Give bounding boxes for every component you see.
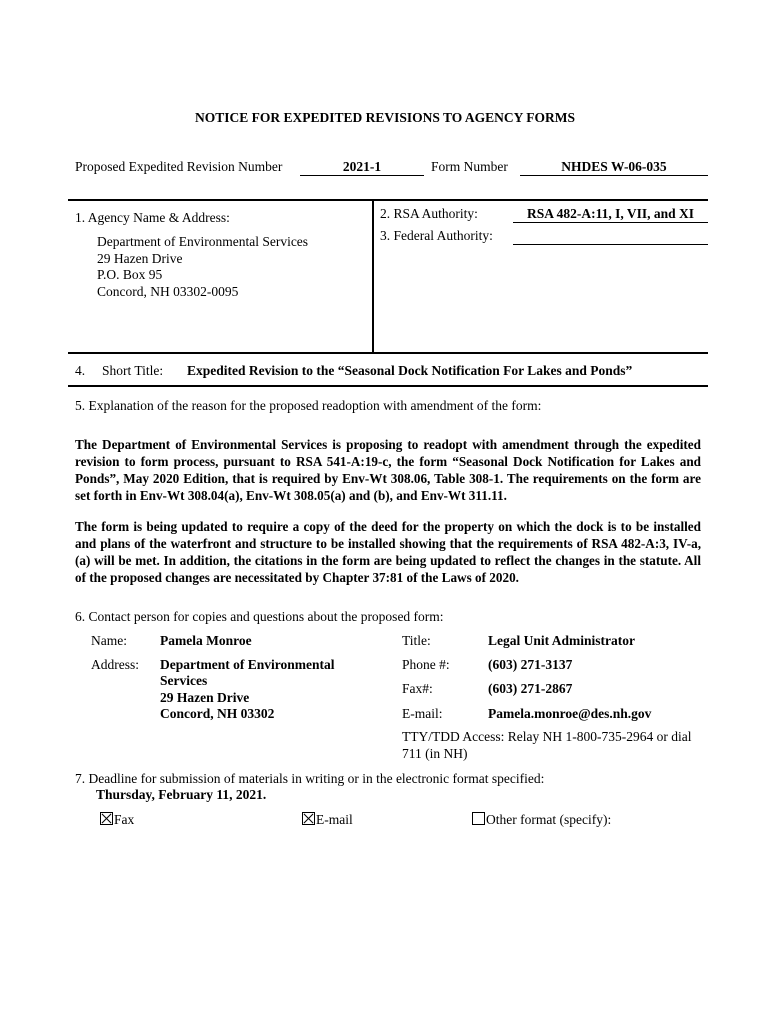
checkbox-checked-icon[interactable] — [302, 812, 315, 825]
deadline-date: Thursday, February 11, 2021. — [96, 787, 267, 802]
option-email[interactable] — [302, 812, 353, 828]
explanation-label: 5. Explanation of the reason for the proposed readoption with amendment of the form: — [75, 398, 542, 413]
checkbox-unchecked-icon[interactable] — [472, 812, 485, 825]
option-other[interactable] — [472, 812, 611, 828]
contact-address-line: Services — [160, 673, 208, 688]
short-title-number: 4. — [75, 363, 86, 378]
revision-number-value: 2021-1 — [300, 159, 424, 176]
contact-address-line: Concord, NH 03302 — [160, 706, 275, 721]
agency-line: 29 Hazen Drive — [97, 251, 183, 266]
contact-address-line: Department of Environmental — [160, 657, 335, 672]
contact-fax: (603) 271-2867 — [488, 681, 573, 696]
page-title: NOTICE FOR EXPEDITED REVISIONS TO AGENCY FORMS — [194, 110, 576, 125]
agency-line: Department of Environmental Services — [97, 234, 309, 249]
short-title-rule — [68, 385, 708, 387]
federal-authority-label: 3. Federal Authority: — [380, 228, 493, 243]
agency-line: P.O. Box 95 — [97, 267, 163, 282]
explanation-paragraph: The form is being updated to require a copy of the deed for the property on which the dock is to be installed and plans of the waterfront and structure to be installed showing that the requirements of RSA 482-A:3, IV-a,(a) will be met. In addition, the citations in the form are being updated to reflect the changes in the statute. All of the proposed changes are necessitated by Chapter 37:81 of the Laws of 2020. — [75, 519, 701, 585]
contact-phone-label: Phone #: — [402, 657, 450, 672]
contact-email[interactable]: Pamela.monroe@des.nh.gov — [488, 706, 652, 721]
explanation-paragraph: The Department of Environmental Services is proposing to readopt with amendment through the expedited revision to form process, pursuant to RSA 541-A:19-c, the form “Seasonal Dock Notification for Lakes and Ponds”, May 2020 Edition, that is required by Env-Wt 308.06, Table 308-1. The requirements on the form are set forth in Env-Wt 308.04(a), Env-Wt 308.05(a) and (b), and Env-Wt 311.11. — [75, 437, 701, 503]
tty-line: 711 (in NH) — [402, 746, 468, 761]
box-divider — [372, 199, 374, 354]
rsa-authority-label: 2. RSA Authority: — [380, 206, 478, 221]
checkbox-checked-icon[interactable] — [100, 812, 113, 825]
box-bottom-rule — [68, 352, 708, 354]
contact-name-label: Name: — [91, 633, 127, 648]
contact-title: Legal Unit Administrator — [488, 633, 635, 648]
contact-title-label: Title: — [402, 633, 431, 648]
contact-name: Pamela Monroe — [160, 633, 252, 648]
contact-fax-label: Fax#: — [402, 681, 433, 696]
contact-email-label: E-mail: — [402, 706, 443, 721]
federal-authority-value — [513, 228, 708, 245]
form-number-label: Form Number — [431, 159, 508, 174]
deadline-label: 7. Deadline for submission of materials in writing or in the electronic format specified: — [75, 771, 545, 786]
contact-address-label: Address: — [91, 657, 139, 672]
option-label: Fax — [114, 812, 135, 827]
option-label: E-mail — [316, 812, 353, 827]
option-label: Other format (specify): — [486, 812, 612, 827]
contact-phone: (603) 271-3137 — [488, 657, 573, 672]
short-title-label: Short Title: — [102, 363, 164, 378]
contact-address-line: 29 Hazen Drive — [160, 690, 250, 705]
contact-label: 6. Contact person for copies and questions about the proposed form: — [75, 609, 444, 624]
revision-number-label: Proposed Expedited Revision Number — [75, 159, 283, 174]
box-top-rule — [68, 199, 708, 201]
rsa-authority-value: RSA 482-A:11, I, VII, and XI — [513, 206, 708, 223]
option-fax[interactable] — [100, 812, 134, 828]
agency-line: Concord, NH 03302-0095 — [97, 284, 239, 299]
form-number-value: NHDES W-06-035 — [520, 159, 708, 176]
tty-line: TTY/TDD Access: Relay NH 1-800-735-2964 or dial — [402, 729, 692, 744]
agency-label: 1. Agency Name & Address: — [75, 210, 230, 225]
short-title-value: Expedited Revision to the “Seasonal Dock Notification For Lakes and Ponds” — [187, 363, 633, 378]
